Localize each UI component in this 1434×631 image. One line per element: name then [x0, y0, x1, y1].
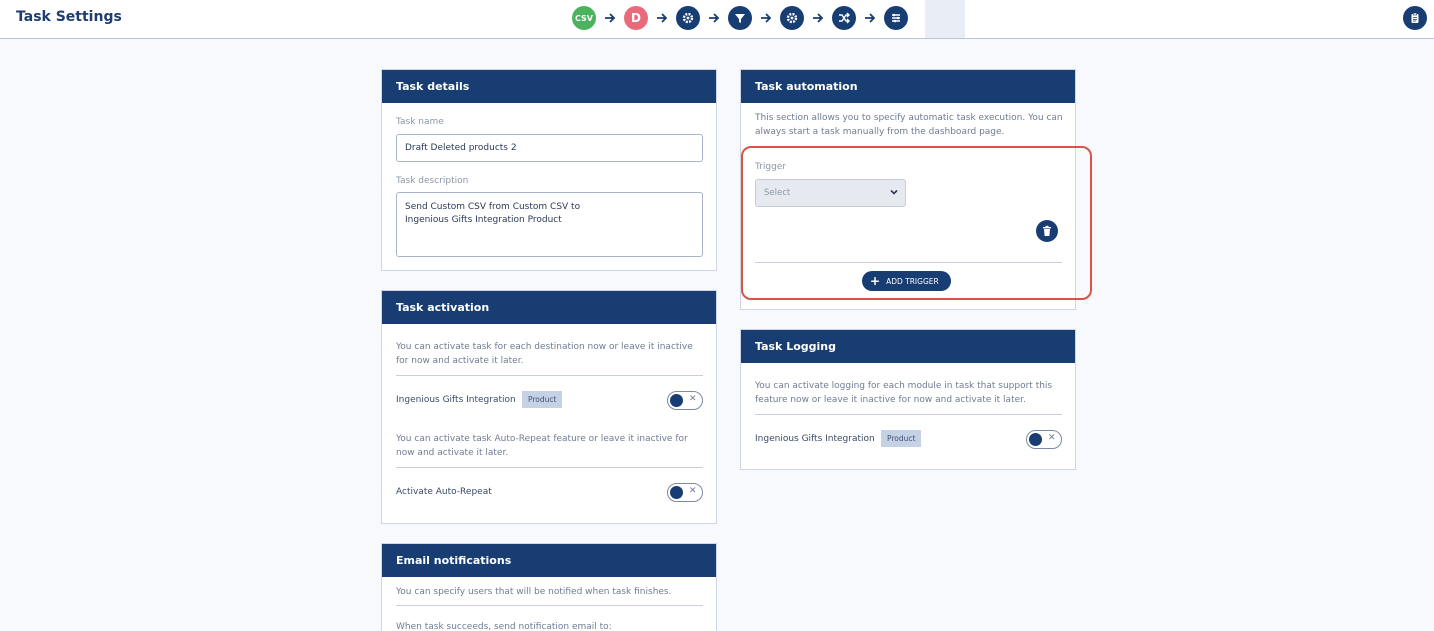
repeat-intro: You can activate task Auto-Repeat feature or leave it inactive for now and activate it later. — [396, 434, 688, 458]
destination-label: Ingenious Gifts Integration — [396, 395, 516, 405]
email-notifications-title: Email notifications — [382, 544, 716, 577]
close-icon: ✕ — [689, 394, 697, 404]
task-activation-card — [381, 290, 717, 524]
step-csv-source[interactable] — [572, 6, 596, 30]
divider — [755, 414, 1062, 415]
task-description-textarea[interactable]: Send Custom CSV from Custom CSV to Ingenious Gifts Integration Product — [396, 192, 703, 257]
step-settings-2[interactable] — [780, 6, 804, 30]
toggle-knob — [1029, 433, 1042, 446]
activation-intro: You can activate task for each destination now or leave it inactive for now and activate it later. — [396, 342, 693, 366]
top-bar — [0, 0, 1434, 39]
clipboard-icon — [1409, 12, 1421, 24]
divider — [396, 605, 703, 606]
arrow-right-icon — [708, 12, 720, 24]
arrow-right-icon — [812, 12, 824, 24]
shuffle-icon — [837, 11, 851, 25]
divider — [396, 467, 703, 468]
settings-sliders-icon — [889, 11, 903, 25]
close-icon: ✕ — [689, 486, 697, 496]
automation-intro: This section allows you to specify automatic task execution. You can always start a task manually from the dashboard page. — [755, 113, 1063, 137]
arrow-right-icon — [864, 12, 876, 24]
step-settings-1[interactable] — [676, 6, 700, 30]
task-details-title: Task details — [382, 70, 716, 103]
arrow-right-icon — [656, 12, 668, 24]
task-activation-title: Task activation — [382, 291, 716, 324]
step-task-settings[interactable] — [884, 6, 908, 30]
task-logging-card — [740, 329, 1076, 470]
auto-repeat-label: Activate Auto-Repeat — [396, 487, 492, 497]
add-trigger-label: ADD TRIGGER — [886, 276, 939, 286]
success-notification-label: When task succeeds, send notification email to: — [396, 622, 612, 631]
d-letter-icon: D — [631, 11, 641, 25]
trigger-select-value: Select — [764, 188, 791, 198]
task-logging-title: Task Logging — [741, 330, 1075, 363]
clipboard-button[interactable] — [1403, 6, 1427, 30]
email-notifications-card — [381, 543, 717, 631]
filter-icon — [733, 11, 747, 25]
gear-icon — [785, 11, 799, 25]
destination-activation-toggle[interactable] — [667, 391, 703, 410]
task-name-label: Task name — [396, 117, 444, 127]
logging-module-badge: Product — [881, 430, 921, 447]
logging-toggle[interactable] — [1026, 430, 1062, 449]
trigger-label: Trigger — [755, 162, 787, 172]
active-step-highlight — [925, 0, 965, 38]
destination-badge: Product — [522, 391, 562, 408]
plus-icon: + — [870, 274, 881, 288]
auto-repeat-toggle[interactable] — [667, 483, 703, 502]
arrow-right-icon — [604, 12, 616, 24]
pipeline-steps — [572, 6, 908, 30]
page-title: Task Settings — [16, 9, 122, 25]
email-intro: You can specify users that will be notified when task finishes. — [396, 587, 672, 597]
logging-module-label: Ingenious Gifts Integration — [755, 434, 875, 444]
close-icon: ✕ — [1048, 433, 1056, 443]
task-automation-title: Task automation — [741, 70, 1075, 103]
toggle-knob — [670, 394, 683, 407]
gear-icon — [681, 11, 695, 25]
step-d[interactable] — [624, 6, 648, 30]
trigger-section-highlight — [741, 146, 1092, 300]
arrow-right-icon — [760, 12, 772, 24]
task-name-input[interactable]: Draft Deleted products 2 — [396, 134, 703, 162]
divider — [396, 375, 703, 376]
csv-icon: CSV — [575, 13, 593, 23]
step-filter[interactable] — [728, 6, 752, 30]
task-description-label: Task description — [396, 176, 469, 186]
logging-intro: You can activate logging for each module in task that support this feature now or leave it inactive for now and activate it later. — [755, 381, 1053, 405]
step-shuffle[interactable] — [832, 6, 856, 30]
toggle-knob — [670, 486, 683, 499]
task-details-card — [381, 69, 717, 271]
